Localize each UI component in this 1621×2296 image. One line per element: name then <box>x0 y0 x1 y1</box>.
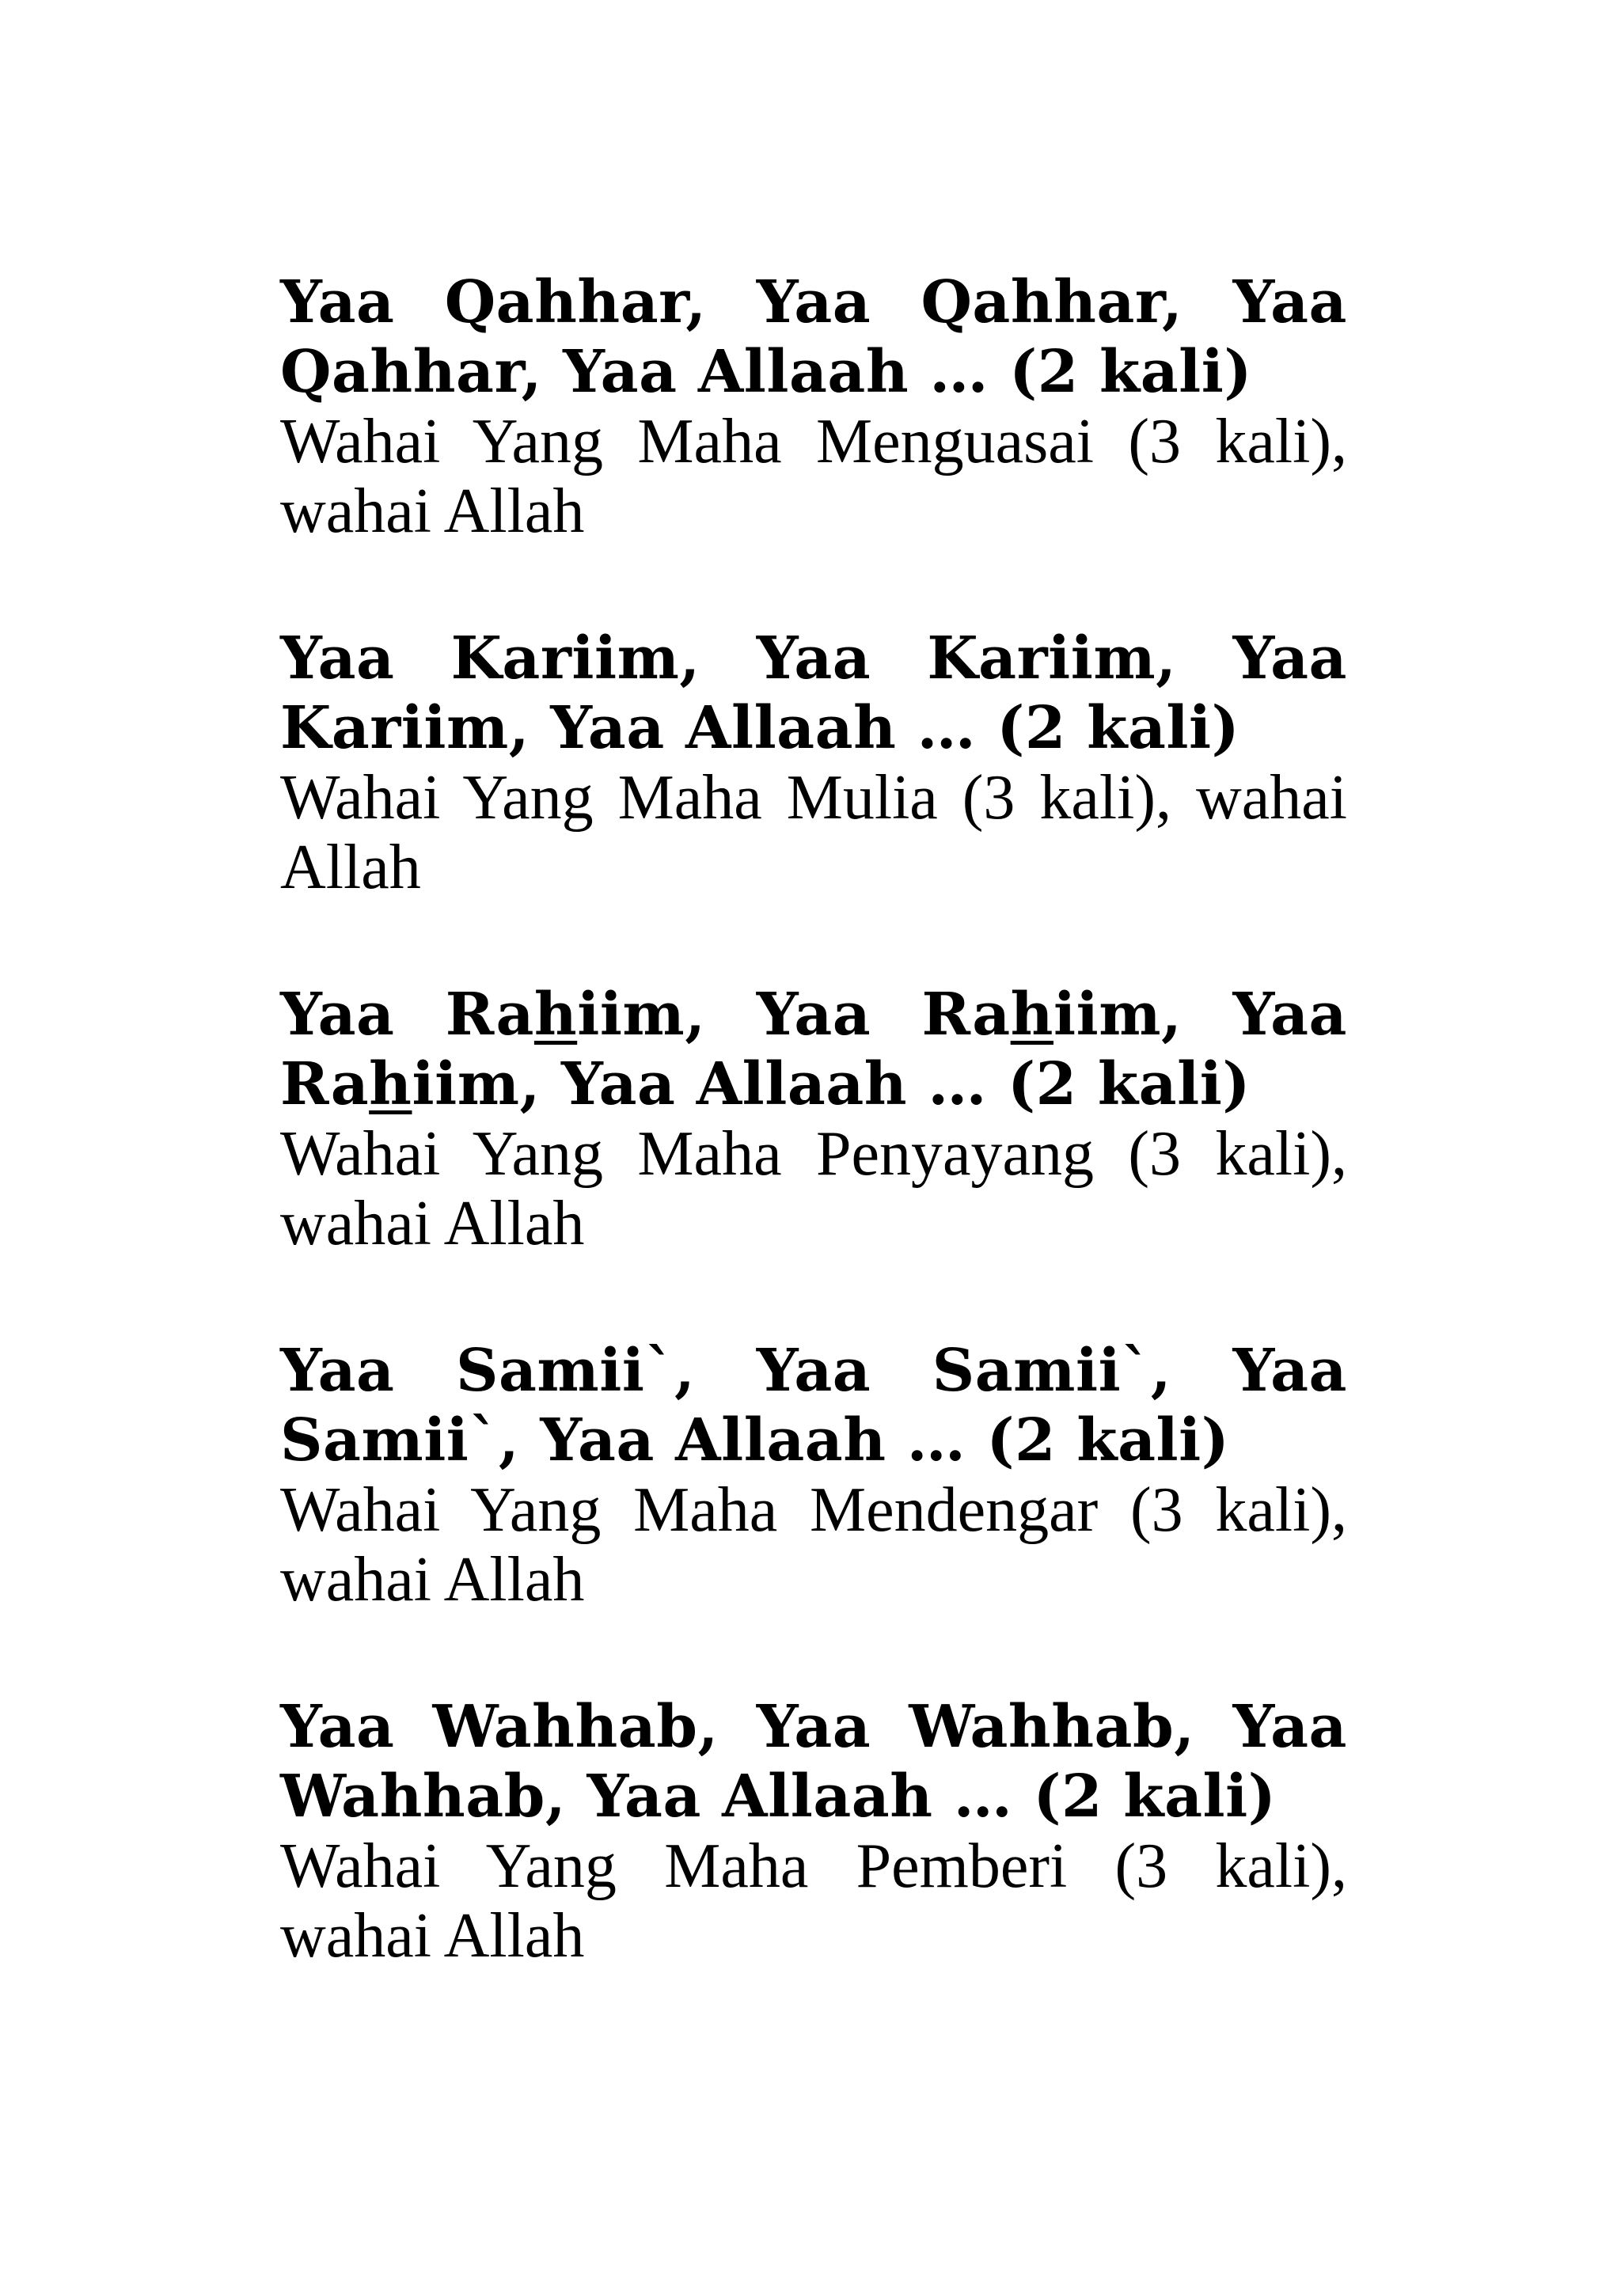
verse-translation: Wahai Yang Maha Penyayang (3 kali), wahai Allah <box>280 1119 1347 1258</box>
verse-rahiim <box>280 980 1347 1258</box>
underlined-letter: h <box>369 1050 412 1118</box>
verse-translation: Wahai Yang Maha Menguasai (3 kali), wahai Allah <box>280 407 1347 546</box>
document-page <box>280 268 1347 1971</box>
verse-transliteration: Yaa Samii`, Yaa Samii`, Yaa Samii`, Yaa Allaah … (2 kali) <box>280 1337 1347 1474</box>
verse-transliteration: Yaa Kariim, Yaa Kariim, Yaa Kariim, Yaa Allaah … (2 kali) <box>280 624 1347 762</box>
text-segment: iim, Yaa Ra <box>280 981 1347 1118</box>
verse-qahhar <box>280 268 1347 546</box>
underlined-letter: h <box>1010 981 1053 1049</box>
underlined-letter: h <box>533 981 578 1049</box>
verse-transliteration: Yaa Wahhab, Yaa Wahhab, Yaa Wahhab, Yaa Allaah … (2 kali) <box>280 1693 1347 1831</box>
text-segment: Yaa Ra <box>280 981 534 1049</box>
verse-transliteration: Yaa Qahhar, Yaa Qahhar, Yaa Qahhar, Yaa Allaah … (2 kali) <box>280 268 1347 406</box>
verse-wahhab <box>280 1692 1347 1971</box>
text-segment: iim, Yaa Ra <box>577 981 1011 1049</box>
text-segment: iim, Yaa Allaah … (2 kali) <box>412 1050 1251 1118</box>
verse-translation: Wahai Yang Maha Mendengar (3 kali), wahai Allah <box>280 1475 1347 1615</box>
verse-translation: Wahai Yang Maha Mulia (3 kali), wahai Allah <box>280 763 1347 902</box>
verse-translation: Wahai Yang Maha Pemberi (3 kali), wahai Allah <box>280 1831 1347 1971</box>
verse-kariim <box>280 624 1347 902</box>
verse-samii <box>280 1336 1347 1615</box>
verse-transliteration <box>280 980 1347 1119</box>
